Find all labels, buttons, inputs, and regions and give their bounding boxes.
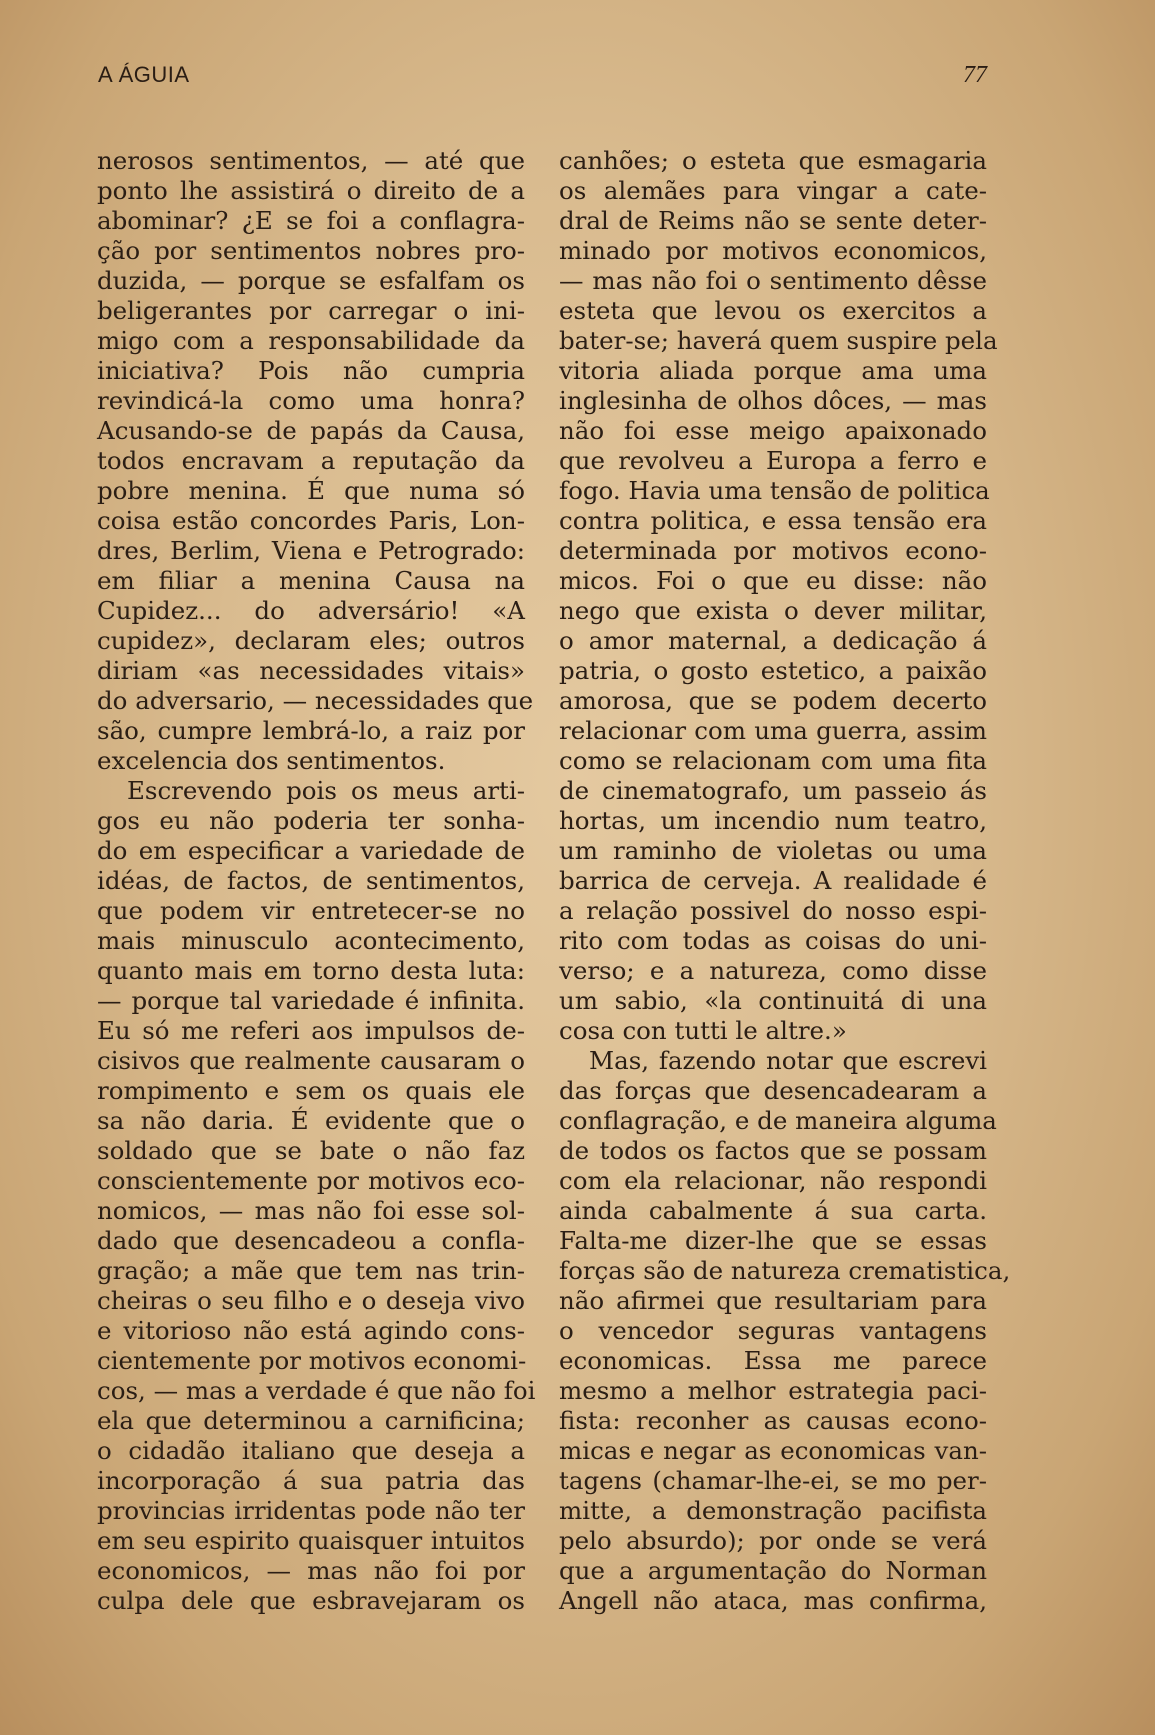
text-line: revindicá-la como uma honra? [97,386,525,415]
text-line: provincias irridentas pode não ter [97,1496,525,1525]
text-line: migo com a responsabilidade da [97,326,525,355]
text-line: dado que desencadeou a confla- [97,1226,525,1255]
text-line: mais minusculo acontecimento, [97,926,525,955]
text-line: em filiar a menina Causa na [97,566,525,595]
text-line: diriam «as necessidades vitais» [97,656,525,685]
text-line: a relação possivel do nosso espi- [559,896,987,925]
text-line: do em especificar a variedade de [97,836,525,865]
text-line: um raminho de violetas ou uma [559,836,987,865]
left-column [97,146,536,1616]
text-line: não afirmei que resultariam para [559,1286,987,1315]
text-line: Acusando-se de papás da Causa, [97,416,525,445]
text-line: e vitorioso não está agindo cons- [97,1316,525,1345]
text-line: micos. Foi o que eu disse: não [559,566,987,595]
paragraph-end-line: excelencia dos sentimentos. [97,746,446,775]
text-line: rompimento e sem os quais ele [97,1076,525,1105]
text-line: dral de Reims não se sente deter- [559,206,987,235]
text-line: amorosa, que se podem decerto [559,686,987,715]
text-line: verso; e a natureza, como disse [559,956,987,985]
text-line: economicos, — mas não foi por [97,1556,525,1585]
text-line: gos eu não poderia ter sonha- [97,806,525,835]
text-line: conflagração, e de maneira alguma [559,1106,997,1135]
text-line: que podem vir entretecer-se no [97,896,525,925]
text-line: abominar? ¿E se foi a conflagra- [97,206,525,235]
running-head: A ÁGUIA [98,62,190,87]
text-line: que a argumentação do Norman [559,1556,987,1585]
paragraph-start-line: Mas, fazendo notar que escrevi [589,1046,987,1075]
text-line: cos, — mas a verdade é que não foi [97,1376,536,1405]
text-line: todos encravam a reputação da [97,446,525,475]
text-line: cheiras o seu filho e o deseja vivo [97,1286,525,1315]
text-line: iniciativa? Pois não cumpria [97,356,525,385]
text-line: soldado que se bate o não faz [97,1136,525,1165]
text-line: bater-se; haverá quem suspire pela [559,326,998,355]
text-line: fogo. Havia uma tensão de politica [559,476,990,505]
text-line: hortas, um incendio num teatro, [559,806,987,835]
text-line: mesmo a melhor estrategia paci- [559,1376,987,1405]
text-line: culpa dele que esbravejaram os [97,1586,525,1615]
paragraph-end-line: cosa con tutti le altre.» [559,1016,847,1045]
text-line: fista: reconher as causas econo- [559,1406,987,1435]
text-line: — porque tal variedade é infinita. [97,986,525,1015]
text-line: Cupidez... do adversário! «A [97,596,525,625]
text-line: inglesinha de olhos dôces, — mas [559,386,987,415]
text-line: de cinematografo, um passeio ás [559,776,987,805]
text-line: Falta-me dizer-lhe que se essas [559,1226,987,1255]
text-line: relacionar com uma guerra, assim [559,716,987,745]
text-line: incorporação á sua patria das [97,1466,525,1495]
text-line: canhões; o esteta que esmagaria [559,146,987,175]
text-line: esteta que levou os exercitos a [559,296,987,325]
text-line: barrica de cerveja. A realidade é [559,866,987,895]
text-line: patria, o gosto estetico, a paixão [559,656,987,685]
text-line: ção por sentimentos nobres pro- [97,236,525,265]
text-line: nomicos, — mas não foi esse sol- [97,1196,525,1225]
text-line: sa não daria. É evidente que o [97,1106,525,1135]
text-line: cientemente por motivos economi- [97,1346,527,1375]
text-line: do adversario, — necessidades que [97,686,534,715]
text-line: conscientemente por motivos eco- [97,1166,525,1195]
text-line: cisivos que realmente causaram o [97,1046,525,1075]
text-line: cupidez», declaram eles; outros [97,626,525,655]
text-line: duzida, — porque se esfalfam os [97,266,525,295]
text-line: ela que determinou a carnificina; [97,1406,525,1435]
text-line: — mas não foi o sentimento dêsse [559,266,987,295]
text-line: em seu espirito quaisquer intuitos [97,1526,525,1555]
text-line: são, cumpre lembrá-lo, a raiz por [97,716,525,745]
right-column [559,146,1011,1616]
text-line: dres, Berlim, Viena e Petrogrado: [97,536,525,565]
text-line: o cidadão italiano que deseja a [97,1436,525,1465]
text-line: contra politica, e essa tensão era [559,506,987,535]
text-line: tagens (chamar-lhe-ei, se mo per- [559,1466,987,1495]
text-line: economicas. Essa me parece [559,1346,987,1375]
text-line: como se relacionam com uma fita [559,746,987,775]
text-line: quanto mais em torno desta luta: [97,956,525,985]
text-line: um sabio, «la continuitá di una [559,986,987,1015]
text-line: o amor maternal, a dedicação á [559,626,987,655]
text-line: de todos os factos que se possam [559,1136,987,1165]
text-line: vitoria aliada porque ama uma [559,356,987,385]
paragraph-start-line: Escrevendo pois os meus arti- [127,776,525,805]
text-line: gração; a mãe que tem nas trin- [97,1256,525,1285]
text-line: ponto lhe assistirá o direito de a [97,176,525,205]
text-line: Eu só me referi aos impulsos de- [97,1016,525,1045]
text-line: ainda cabalmente á sua carta. [559,1196,987,1225]
text-line: não foi esse meigo apaixonado [559,416,987,445]
text-line: pelo absurdo); por onde se verá [559,1526,987,1555]
text-line: rito com todas as coisas do uni- [559,926,987,955]
text-line: mitte, a demonstração pacifista [559,1496,987,1525]
text-line: beligerantes por carregar o ini- [97,296,525,325]
text-line: os alemães para vingar a cate- [559,176,987,205]
text-line: forças são de natureza crematistica, [559,1256,1011,1285]
text-line: com ela relacionar, não respondi [559,1166,987,1195]
page-number: 77 [963,62,987,88]
text-line: das forças que desencadearam a [559,1076,987,1105]
text-line: o vencedor seguras vantagens [559,1316,987,1345]
text-line: idéas, de factos, de sentimentos, [97,866,525,895]
text-line: micas e negar as economicas van- [559,1436,987,1465]
text-line: minado por motivos economicos, [559,236,987,265]
text-line: determinada por motivos econo- [559,536,987,565]
text-line: nego que exista o dever militar, [559,596,987,625]
text-line: pobre menina. É que numa só [97,476,525,505]
text-line: Angell não ataca, mas confirma, [559,1586,987,1615]
text-line: coisa estão concordes Paris, Lon- [97,506,525,535]
text-line: nerosos sentimentos, — até que [97,146,525,175]
text-line: que revolveu a Europa a ferro e [559,446,987,475]
